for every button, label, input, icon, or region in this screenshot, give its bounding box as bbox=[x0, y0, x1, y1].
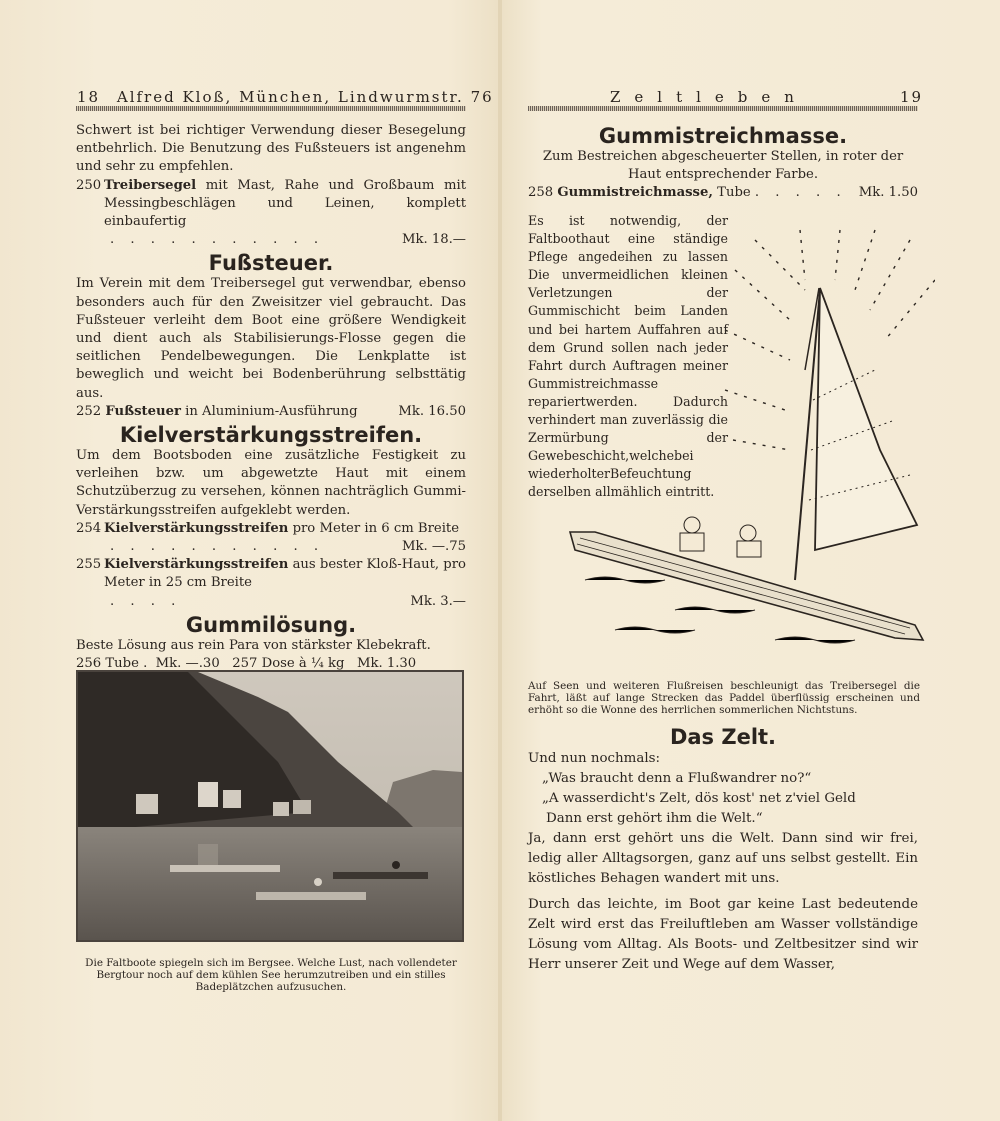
right-header-rule bbox=[528, 106, 918, 111]
poem-line: Dann erst gehört ihm die Welt.“ bbox=[546, 811, 763, 826]
right-column-bottom bbox=[528, 723, 918, 975]
catalog-item-252: 252 Fußsteuer in Aluminium-Ausführung Mk. 16.50 bbox=[76, 403, 466, 421]
left-column bbox=[76, 122, 466, 673]
right-running-head: Zeltleben bbox=[610, 88, 808, 106]
heading-fusssteuer: Fußsteuer. bbox=[208, 251, 334, 276]
heading-gummiloesung: Gummilösung. bbox=[185, 612, 357, 637]
price: Mk. —.75 bbox=[401, 539, 466, 555]
side-text: Es ist notwendig, der Faltboothaut eine ständige Pflege angedeihen zu lassen Die unvermeidlichen kleinen Verletzungen der Gummischicht beim Landen und bei hartem Auffahren auf dem Grund sollen nach jeder Fahrt durch Auftragen meiner Gummistreichmasse repariertwerden. Dadurch verhindert man zuverlässig die Zermürbung der Gewebeschicht,welchebei wiederholterBefeuchtung derselben allmählich eintritt. bbox=[528, 213, 728, 500]
fusssteuer-body: Im Verein mit dem Treibersegel gut verwendbar, ebenso besonders auch für den Zweisitzer viel gebraucht. Das Fußsteuer verleiht dem Boot eine größere Wendigkeit und dient auch als Stabilisierungs-Flosse gegen die seitlichen Pendelbewegungen. Die Lenkplatte ist beweglich und weicht bei Bodenberührung selbsttätig aus. bbox=[76, 276, 466, 401]
gummistreichmasse-intro: Zum Bestreichen abgescheuerter Stellen, in roter der Haut entsprechender Farbe. bbox=[542, 149, 904, 183]
photo-caption: Die Faltboote spiegeln sich im Bergsee. Welche Lust, nach vollendeter Bergtour noch auf dem kühlen See herumzutreiben und ein stilles Badeplätzchen aufzusuchen. bbox=[85, 957, 457, 993]
price: Mk. 16.50 bbox=[398, 403, 466, 419]
poem-intro: Und nun nochmals: bbox=[528, 751, 661, 766]
gummiloesung-body: Beste Lösung aus rein Para von stärkster Klebekraft. bbox=[76, 637, 431, 653]
kielverstaerkung-body: Um dem Bootsboden eine zusätzliche Festigkeit zu verleihen bzw. um abgewetzte Haut mit einem Schutzüberzug zu versehen, können nachträglich Gummi-Verstärkungsstreifen aufgeklebt werden. bbox=[76, 448, 466, 518]
price: Mk. 3.— bbox=[410, 593, 466, 609]
illustration-caption: Auf Seen und weiteren Flußreisen beschleunigt das Treibersegel die Fahrt, läßt auf lange Strecken das Paddel überflüssig erscheinen und erhöht so die Wonne des herrlichen sommerlichen Nichtstuns. bbox=[528, 680, 920, 716]
price: Mk. 1.50 bbox=[858, 185, 918, 201]
lake-photo-image bbox=[78, 672, 462, 940]
catalog-item-258: 258 Gummistreichmasse, Tube . . . . . Mk. 1.50 bbox=[528, 184, 918, 202]
poem-line: „A wasserdicht's Zelt, dös kost' net z'viel Geld bbox=[542, 791, 856, 806]
catalog-item-254: 254 Kielverstärkungsstreifen pro Meter in 6 cm Breite . . . . . . . . . . . Mk. —.75 bbox=[76, 520, 466, 556]
intro-text: Schwert ist bei richtiger Verwendung dieser Besegelung entbehrlich. Die Benutzung des Fußsteuers ist angenehm und sehr zu empfehlen. bbox=[76, 123, 466, 175]
sailing-boat-illustration bbox=[555, 220, 935, 675]
left-running-head-text: Alfred Kloß, München, Lindwurmstr. 76 bbox=[116, 88, 494, 106]
gummiloesung-prices: 256 Tube . Mk. —.30 257 Dose à ¼ kg Mk. 1.30 bbox=[76, 656, 417, 672]
sailing-boat-drawing bbox=[555, 220, 935, 675]
heading-das-zelt: Das Zelt. bbox=[669, 725, 777, 749]
left-page-number: 18 bbox=[77, 88, 101, 106]
right-column-top bbox=[528, 122, 918, 203]
catalog-item-250: 250 Treibersegel mit Mast, Rahe und Großbaum mit Messingbeschlägen und Leinen, komplett einbaufertig . . . . . . . . . . . Mk. 18.— bbox=[76, 177, 466, 250]
zelt-paragraph-1: Ja, dann erst gehört uns die Welt. Dann sind wir frei, ledig aller Alltagsorgen, ganz auf uns selbst gestellt. Ein köstliches Behagen wandert mit uns. bbox=[528, 831, 918, 886]
catalog-item-255: 255 Kielverstärkungsstreifen aus bester Kloß-Haut, pro Meter in 25 cm Breite . . . . Mk. 3.— bbox=[76, 556, 466, 611]
zelt-paragraph-2: Durch das leichte, im Boot gar keine Last bedeutende Zelt wird erst das Freiluftleben am Wasser vollständige Lösung vom Alltag. Als Boots- und Zeltbesitzer sind wir Herr unserer Zeit und Wege auf dem Wasser, bbox=[528, 897, 918, 972]
price: Mk. 18.— bbox=[401, 232, 466, 248]
heading-gummistreichmasse: Gummistreichmasse. bbox=[598, 124, 848, 148]
left-header-rule bbox=[76, 106, 466, 111]
left-running-head bbox=[77, 88, 494, 106]
poem-line: „Was braucht denn a Flußwandrer no?“ bbox=[542, 771, 812, 786]
heading-kielverstaerkung: Kielverstärkungsstreifen. bbox=[119, 423, 423, 448]
right-page-number: 19 bbox=[900, 88, 924, 106]
lake-photo bbox=[76, 670, 464, 942]
